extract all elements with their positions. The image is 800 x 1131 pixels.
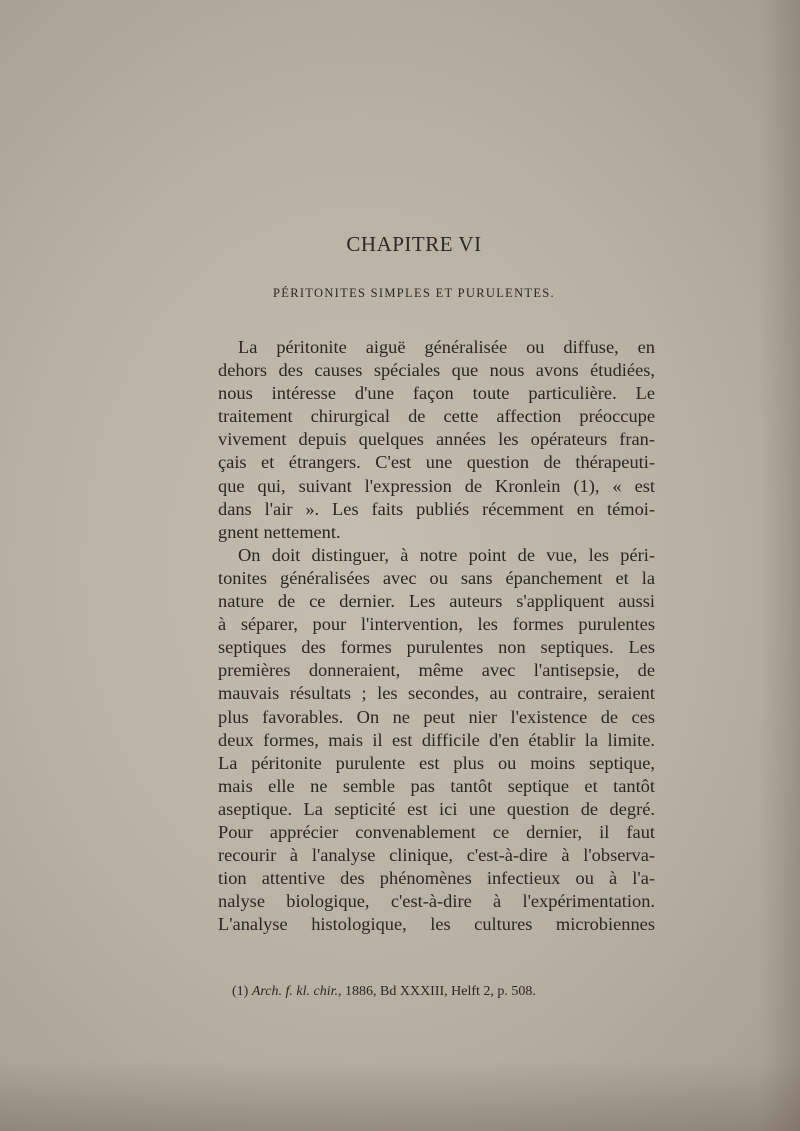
text-line: nature de ce dernier. Les auteurs s'appliquent aussi	[218, 591, 655, 612]
text-line: L'analyse histologique, les cultures microbiennes	[218, 914, 655, 935]
text-line: On doit distinguer, à notre point de vue, les péri-	[238, 544, 655, 565]
footnote	[232, 984, 536, 1000]
text-line: gnent nettement.	[218, 521, 341, 542]
text-line: dans l'air ». Les faits publiés récemment en témoi-	[218, 498, 655, 519]
text-line: à séparer, pour l'intervention, les formes purulentes	[218, 614, 655, 635]
text-line: recourir à l'analyse clinique, c'est-à-dire à l'observa-	[218, 845, 655, 866]
page-edge-shadow-right	[760, 0, 800, 1131]
text-line: tion attentive des phénomènes infectieux ou à l'a-	[218, 868, 655, 889]
text-line: çais et étrangers. C'est une question de thérapeuti-	[218, 452, 655, 473]
text-line: vivement depuis quelques années les opérateurs fran-	[218, 429, 655, 450]
text-line: La péritonite purulente est plus ou moins septique,	[218, 752, 655, 773]
footnote-marker: (1)	[232, 984, 249, 999]
text-line: dehors des causes spéciales que nous avons étudiées,	[218, 360, 655, 381]
text-line: tonites généralisées avec ou sans épanchement et la	[218, 567, 655, 588]
chapter-title: CHAPITRE VI	[346, 232, 482, 256]
text-line: plus favorables. On ne peut nier l'existence de ces	[218, 706, 655, 727]
text-line: nous intéresse d'une façon toute particulière. Le	[218, 383, 655, 404]
text-line: nalyse biologique, c'est-à-dire à l'expérimentation.	[218, 891, 655, 912]
page-edge-shadow-bottom	[0, 1061, 800, 1131]
footnote-source: Arch. f. kl. chir.	[251, 984, 339, 999]
text-line: traitement chirurgical de cette affection préoccupe	[218, 406, 655, 427]
text-line: premières donneraient, même avec l'antisepsie, de	[218, 660, 655, 681]
text-line: deux formes, mais il est difficile d'en établir la limite.	[218, 729, 655, 750]
text-line: mauvais résultats ; les secondes, au contraire, seraient	[218, 683, 655, 704]
body-text	[218, 336, 655, 936]
text-line: mais elle ne semble pas tantôt septique et tantôt	[218, 775, 655, 796]
footnote-details: , 1886, Bd XXXIII, Helft 2, p. 508.	[338, 984, 536, 999]
chapter-subtitle: PÉRITONITES SIMPLES ET PURULENTES.	[273, 286, 555, 300]
text-line: aseptique. La septicité est ici une question de degré.	[218, 798, 655, 819]
text-line: La péritonite aiguë généralisée ou diffuse, en	[238, 337, 655, 357]
text-line: que qui, suivant l'expression de Kronlein (1), « est	[218, 475, 655, 496]
text-line: Pour apprécier convenablement ce dernier, il faut	[218, 821, 655, 842]
text-line: septiques des formes purulentes non septiques. Les	[218, 637, 655, 658]
